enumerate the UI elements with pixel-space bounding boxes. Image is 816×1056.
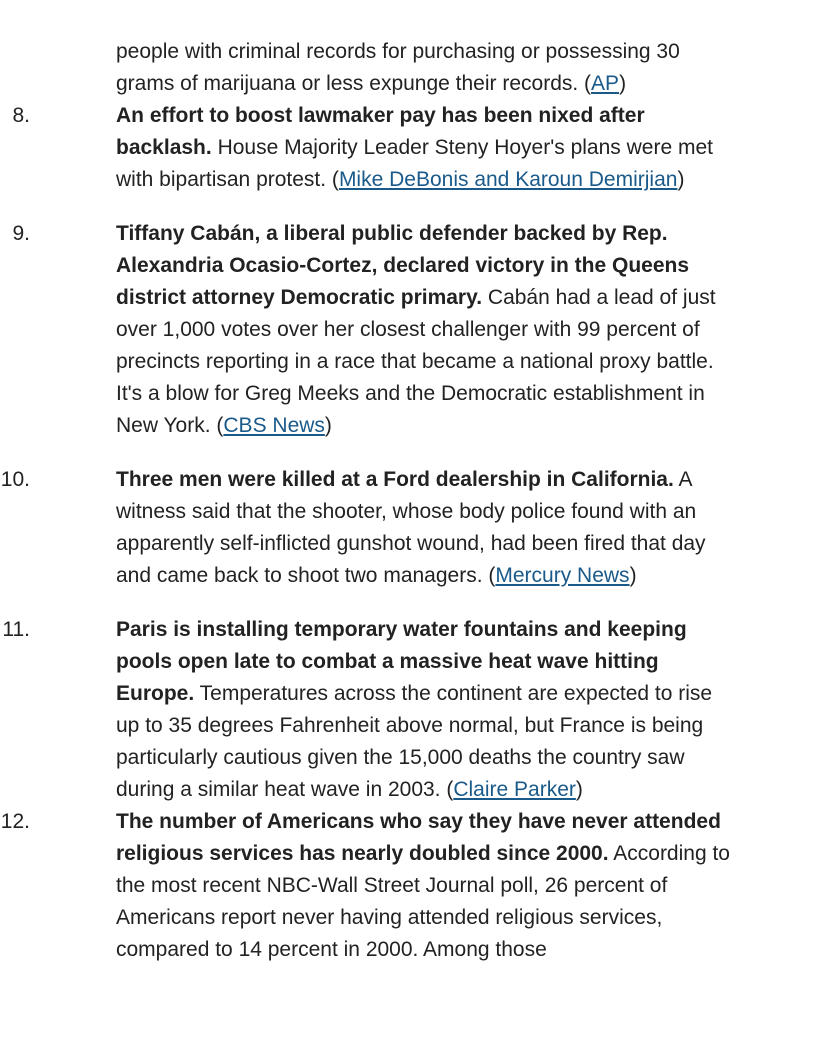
item-tail: ) xyxy=(324,414,332,437)
source-link-debonis-demirjian[interactable]: Mike DeBonis and Karoun Demirjian xyxy=(338,168,678,191)
item-tail: ) xyxy=(619,72,627,95)
list-item-7-continued xyxy=(0,36,736,100)
item-number: 9. xyxy=(12,222,30,245)
item-headline: Tiffany Cabán, a liberal public defender backed by Rep. Alexandria Ocasio-Cortez, declared victory in the Queens district attorney Democratic primary. xyxy=(116,222,690,309)
source-link-ap[interactable]: AP xyxy=(591,72,620,95)
source-link-cbs-news[interactable]: CBS News xyxy=(223,414,325,437)
item-number: 10. xyxy=(0,468,30,491)
item-body: A witness said that the shooter, whose body police found with an apparently self-inflicted gunshot wound, had been fired that day and came back to shoot two managers. ( xyxy=(116,468,706,587)
item-tail: ) xyxy=(677,168,685,191)
source-link-claire-parker[interactable]: Claire Parker xyxy=(453,778,576,801)
item-body: Cabán had a lead of just over 1,000 votes over her closest challenger with 99 percent of precincts reporting in a race that became a national proxy battle. It's a blow for Greg Meeks and the Democratic establishment in New York. ( xyxy=(116,286,716,437)
source-link-mercury-news[interactable]: Mercury News xyxy=(495,564,630,587)
item-headline: Three men were killed at a Ford dealership in California. xyxy=(116,468,674,491)
item-number: 12. xyxy=(0,810,30,833)
item-number: 8. xyxy=(12,104,30,127)
item-body: According to the most recent NBC-Wall Street Journal poll, 26 percent of Americans report never having attended religious services, compared to 14 percent in 2000. Among those xyxy=(116,842,730,961)
news-list xyxy=(0,36,816,966)
list-item-11 xyxy=(0,614,736,806)
list-item-9 xyxy=(0,218,736,442)
item-tail: ) xyxy=(629,564,637,587)
item-headline: Paris is installing temporary water fountains and keeping pools open late to combat a massive heat wave hitting Europe. xyxy=(116,618,687,705)
item-number: 11. xyxy=(2,618,30,641)
item-headline: An effort to boost lawmaker pay has been nixed after backlash. xyxy=(116,104,645,159)
list-item-12 xyxy=(0,806,736,966)
item-headline: The number of Americans who say they have never attended religious services has nearly doubled since 2000. xyxy=(116,810,721,865)
item-body: House Majority Leader Steny Hoyer's plans were met with bipartisan protest. ( xyxy=(116,136,713,191)
item-body: Temperatures across the continent are expected to rise up to 35 degrees Fahrenheit above normal, but France is being particularly cautious given the 15,000 deaths the country saw during a similar heat wave in 2003. ( xyxy=(116,682,713,801)
spacer xyxy=(0,592,816,614)
item-tail: ) xyxy=(575,778,583,801)
spacer xyxy=(0,196,816,218)
list-item-10 xyxy=(0,464,736,592)
list-item-8 xyxy=(0,100,736,196)
spacer xyxy=(0,442,816,464)
item-body: people with criminal records for purchasing or possessing 30 grams of marijuana or less expunge their records. ( xyxy=(116,40,680,95)
